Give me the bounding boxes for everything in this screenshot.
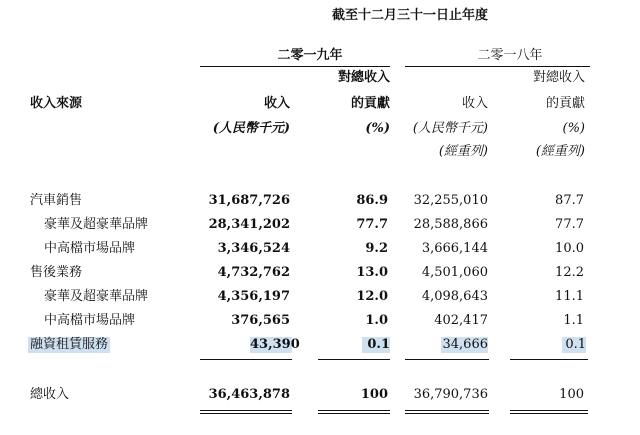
row-rev-2018: 3,666,144 [421,241,488,256]
total-pct-2019: 100 [360,387,388,402]
row-pct-2018: 11.1 [555,289,584,304]
row-label-highlighted: 融資租賃服務 [30,337,109,352]
unit-rmb-2019: (人民幣千元) [212,121,290,136]
row-label: 中高檔市場品牌 [44,241,136,256]
period-header: 截至十二月三十一日止年度 [331,8,488,23]
year-2019-header: 二零一九年 [277,48,343,63]
row-pct-2018: 87.7 [555,193,584,208]
row-rev-2018-highlighted: 34,666 [442,337,488,352]
total-double-rule-rev-2019-a [200,410,292,411]
source-header: 收入來源 [30,96,83,111]
unit-rmb-2018: (人民幣千元) [412,121,488,136]
row-pct-2018: 77.7 [555,217,584,232]
row-label: 汽車銷售 [30,193,83,208]
row-rev-2018: 32,255,010 [413,193,488,208]
total-double-rule-pct-2018-b [510,413,588,414]
contrib-2019-line2: 的貢獻 [350,96,390,111]
total-double-rule-pct-2019-b [318,413,390,414]
row-pct-2019-highlighted: 0.1 [362,337,390,353]
row-pct-2019: 1.0 [365,313,388,328]
contrib-2019-line1: 對總收入 [337,70,390,85]
total-double-rule-pct-2018-a [510,410,588,411]
subtotal-rule-rev-2019 [200,359,292,360]
row-rev-2018: 402,417 [434,313,488,328]
total-double-rule-pct-2019-a [318,410,390,411]
row-label: 豪華及超豪華品牌 [44,217,149,232]
total-rev-2018: 36,790,736 [413,387,488,402]
row-rev-2019-highlighted: 43,390 [250,337,300,352]
total-double-rule-rev-2019-b [200,413,292,414]
unit-pct-2019: (%) [365,121,390,136]
restated-rev-2018: (經重列) [438,144,488,159]
row-label: 售後業務 [30,265,83,280]
row-rev-2019: 4,732,762 [217,265,290,280]
row-rev-2019: 4,356,197 [217,289,290,304]
row-pct-2019: 86.9 [356,193,388,208]
rule-2018-header [405,66,590,67]
row-pct-2018-highlighted: 0.1 [562,337,586,353]
year-2018-header: 二零一八年 [477,48,543,63]
row-pct-2018: 1.1 [563,313,584,328]
subtotal-rule-rev-2018 [405,359,489,360]
row-rev-2018: 28,588,866 [413,217,488,232]
row-pct-2019: 9.2 [365,241,388,256]
subtotal-rule-pct-2018 [510,359,588,360]
row-label: 中高檔市場品牌 [44,313,136,328]
row-rev-2018: 4,501,060 [421,265,488,280]
total-double-rule-rev-2018-b [405,413,489,414]
row-rev-2018: 4,098,643 [421,289,488,304]
row-pct-2019: 77.7 [356,217,388,232]
total-pct-2018: 100 [559,387,584,402]
revenue-2019-header: 收入 [263,96,290,111]
row-rev-2019: 31,687,726 [208,193,290,208]
restated-pct-2018: (經重列) [535,144,585,159]
contrib-2018-line2: 的貢獻 [545,96,585,111]
rule-2019-header [200,66,390,67]
row-rev-2019: 3,346,524 [217,241,290,256]
row-label: 豪華及超豪華品牌 [44,289,149,304]
total-rev-2019: 36,463,878 [208,387,290,402]
row-pct-2019: 12.0 [356,289,388,304]
row-pct-2019: 13.0 [356,265,388,280]
total-double-rule-rev-2018-a [405,410,489,411]
revenue-2018-header: 收入 [461,96,488,111]
subtotal-rule-pct-2019 [318,359,390,360]
row-rev-2019: 376,565 [231,313,290,328]
row-pct-2018: 10.0 [555,241,584,256]
row-rev-2019: 28,341,202 [208,217,290,232]
total-label: 總收入 [30,387,70,402]
unit-pct-2018: (%) [562,121,585,136]
row-pct-2018: 12.2 [555,265,584,280]
contrib-2018-line1: 對總收入 [532,70,585,85]
